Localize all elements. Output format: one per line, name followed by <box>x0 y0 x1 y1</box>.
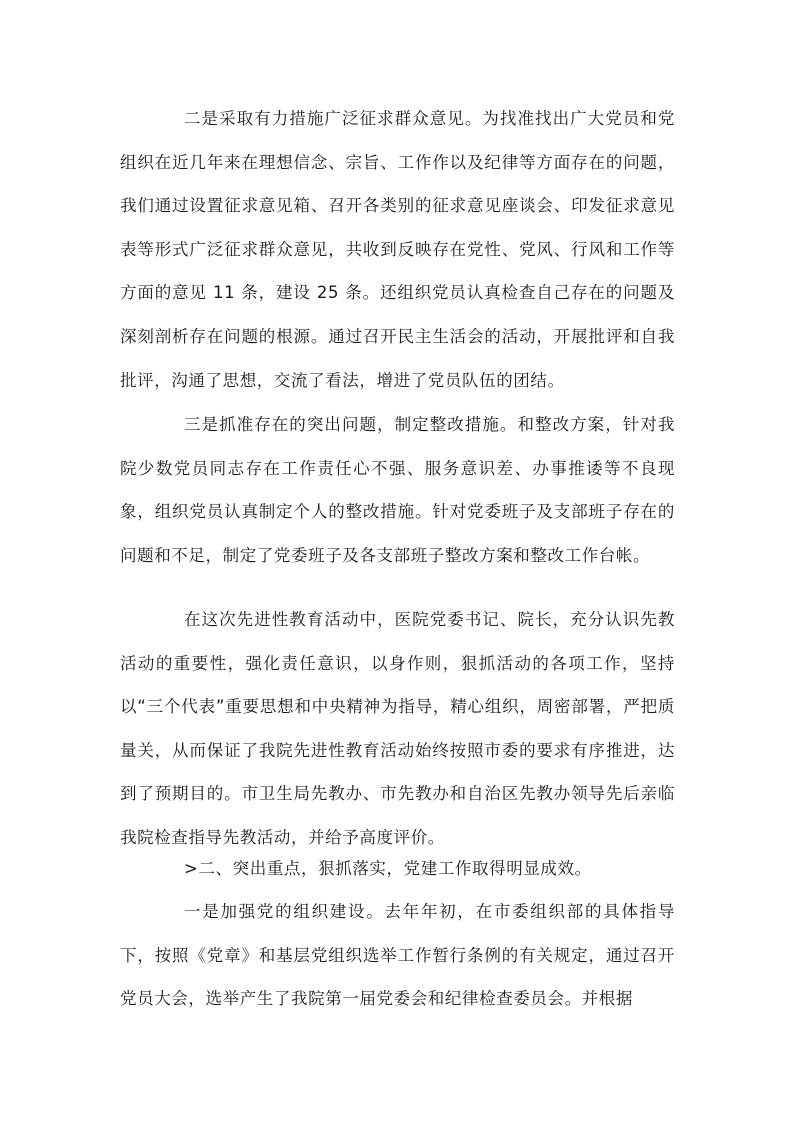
section-heading-two: >二、突出重点，狠抓落实，党建工作取得明显成效。 <box>184 859 592 878</box>
paragraph-advanced-education: 在这次先进性教育活动中，医院党委书记、院长，充分认识先教活动的重要性，强化责任意识，以身作则，狠抓活动的各项工作，坚持以“三个代表”重要思想和中央精神为指导，精心组织，周密部署，严把质量关，从而保证了我院先进性教育活动始终按照市委的要求有序推进，达到了预期目的。市卫生局先教办、市先教办和自治区先教办领导先后亲临我院检查指导先教活动，并给予高度评价。 <box>120 610 675 847</box>
paragraph-rectification-measures: 三是抓准存在的突出问题，制定整改措施。和整改方案，针对我院少数党员同志存在工作责任心不强、服务意识差、办事推诿等不良现象，组织党员认真制定个人的整改措施。针对党委班子及支部班子存在的问题和不足，制定了党委班子及各支部班子整改方案和整改工作台帐。 <box>120 415 675 565</box>
paragraph-solicit-opinions: 二是采取有力措施广泛征求群众意见。为找准找出广大党员和党组织在近几年来在理想信念、宗旨、工作作以及纪律等方面存在的问题，我们通过设置征求意见箱、召开各类别的征求意见座谈会、印发征求意见表等形式广泛征求群众意见，共收到反映存在党性、党风、行风和工作等方面的意见 11 条，建设 25 条。还组织党员认真检查自己存在的问题及深刻剖析存在问题的根源。通过召开民主生活会的活动，开展批评和自我批评，沟通了思想，交流了看法，增进了党员队伍的团结。 <box>120 109 675 390</box>
paragraph-organization-building: 一是加强党的组织建设。去年年初，在市委组织部的具体指导下，按照《党章》和基层党组织选举工作暂行条例的有关规定，通过召开党员大会，选举产生了我院第一届党委会和纪律检查委员会。并根据 <box>120 902 675 1009</box>
